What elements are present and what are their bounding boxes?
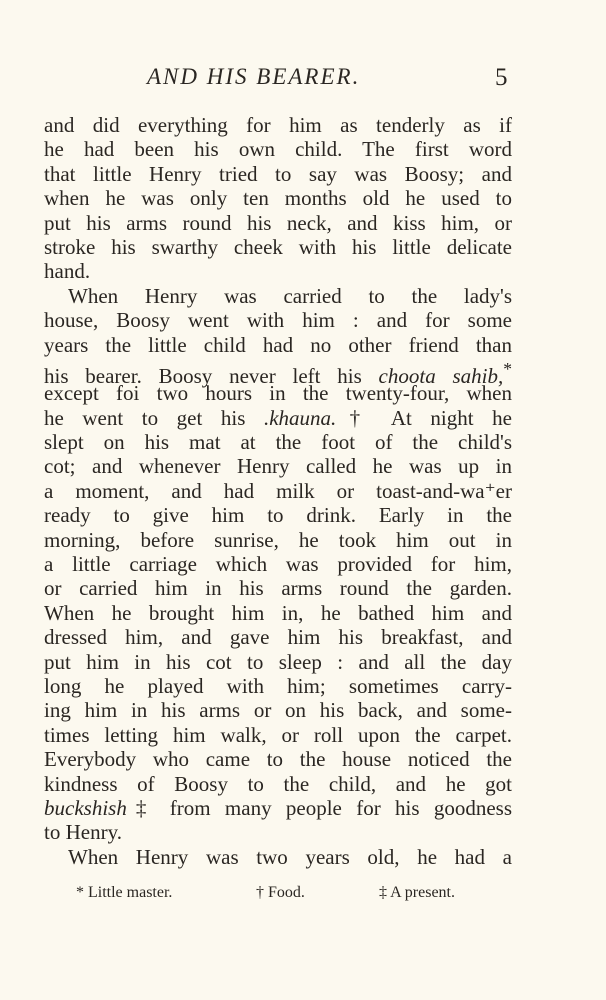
- text-line: cot; and whenever Henry called he was up in: [44, 454, 512, 479]
- text-line: [44, 796, 512, 820]
- text-line: When Henry was two years old, he had a: [68, 844, 512, 869]
- footnotes: [76, 884, 506, 908]
- footnote-marker: ‡: [126, 795, 156, 820]
- foreign-term: choota sahib,: [378, 363, 504, 388]
- text-line: except foi two hours in the twenty-four, when: [44, 381, 512, 406]
- text-line: he had been his own child. The first word: [44, 137, 512, 162]
- footnote-marker: †: [336, 405, 374, 430]
- text-segment: he went to get his: [44, 405, 264, 430]
- text-line: Everybody who came to the house noticed the: [44, 747, 512, 772]
- text-line: hand.: [44, 259, 91, 284]
- page-number: 5: [495, 64, 508, 91]
- text-line: ready to give him to drink. Early in the: [44, 503, 512, 528]
- text-line: [44, 357, 512, 388]
- text-segment: his bearer. Boosy never left his: [44, 363, 379, 388]
- text-line: dressed him, and gave him his breakfast, and: [44, 625, 512, 650]
- text-line: put his arms round his neck, and kiss him, or: [44, 210, 512, 235]
- text-line: a moment, and had milk or toast-and-wa⁺er: [44, 478, 512, 503]
- text-line: put him in his cot to sleep : and all the day: [44, 649, 512, 674]
- text-line: that little Henry tried to say was Boosy; and: [44, 161, 512, 186]
- text-line: house, Boosy went with him : and for some: [44, 308, 512, 333]
- foreign-term: .khauna.: [263, 405, 337, 430]
- paragraph: [44, 284, 512, 845]
- page-header: [0, 60, 606, 94]
- footnote: * Little master.: [76, 884, 173, 901]
- footnote-marker: *: [503, 358, 512, 379]
- text-segment: At night he: [373, 405, 512, 430]
- paragraph: [44, 845, 512, 869]
- text-line: When he brought him in, he bathed him and: [44, 600, 512, 625]
- text-line: to Henry.: [44, 820, 122, 845]
- footnote: ‡ A present.: [379, 884, 455, 901]
- text-line: when he was only ten months old he used to: [44, 186, 512, 211]
- text-line: long he played with him; sometimes carry-: [44, 673, 512, 698]
- running-head: AND HIS BEARER.: [147, 64, 361, 89]
- text-line: kindness of Boosy to the child, and he got: [44, 771, 512, 796]
- text-line: years the little child had no other friend than: [44, 332, 512, 357]
- text-line: stroke his swarthy cheek with his little delicate: [44, 234, 512, 259]
- text-line: slept on his mat at the foot of the child's: [44, 430, 512, 455]
- body-text: [44, 113, 512, 869]
- text-line: a little carriage which was provided for him,: [44, 552, 512, 577]
- text-line: morning, before sunrise, he took him out in: [44, 527, 512, 552]
- text-segment: from many people for his goodness: [155, 795, 512, 820]
- text-line: or carried him in his arms round the garden.: [44, 576, 512, 601]
- text-line: and did everything for him as tenderly as if: [44, 113, 512, 137]
- text-line: [44, 406, 512, 430]
- foreign-term: buckshish: [44, 795, 127, 820]
- text-line: When Henry was carried to the lady's: [68, 283, 512, 308]
- text-line: ing him in his arms or on his back, and some-: [44, 698, 512, 723]
- footnote: † Food.: [256, 884, 305, 901]
- paragraph: [44, 113, 512, 284]
- text-line: times letting him walk, or roll upon the carpet.: [44, 722, 512, 747]
